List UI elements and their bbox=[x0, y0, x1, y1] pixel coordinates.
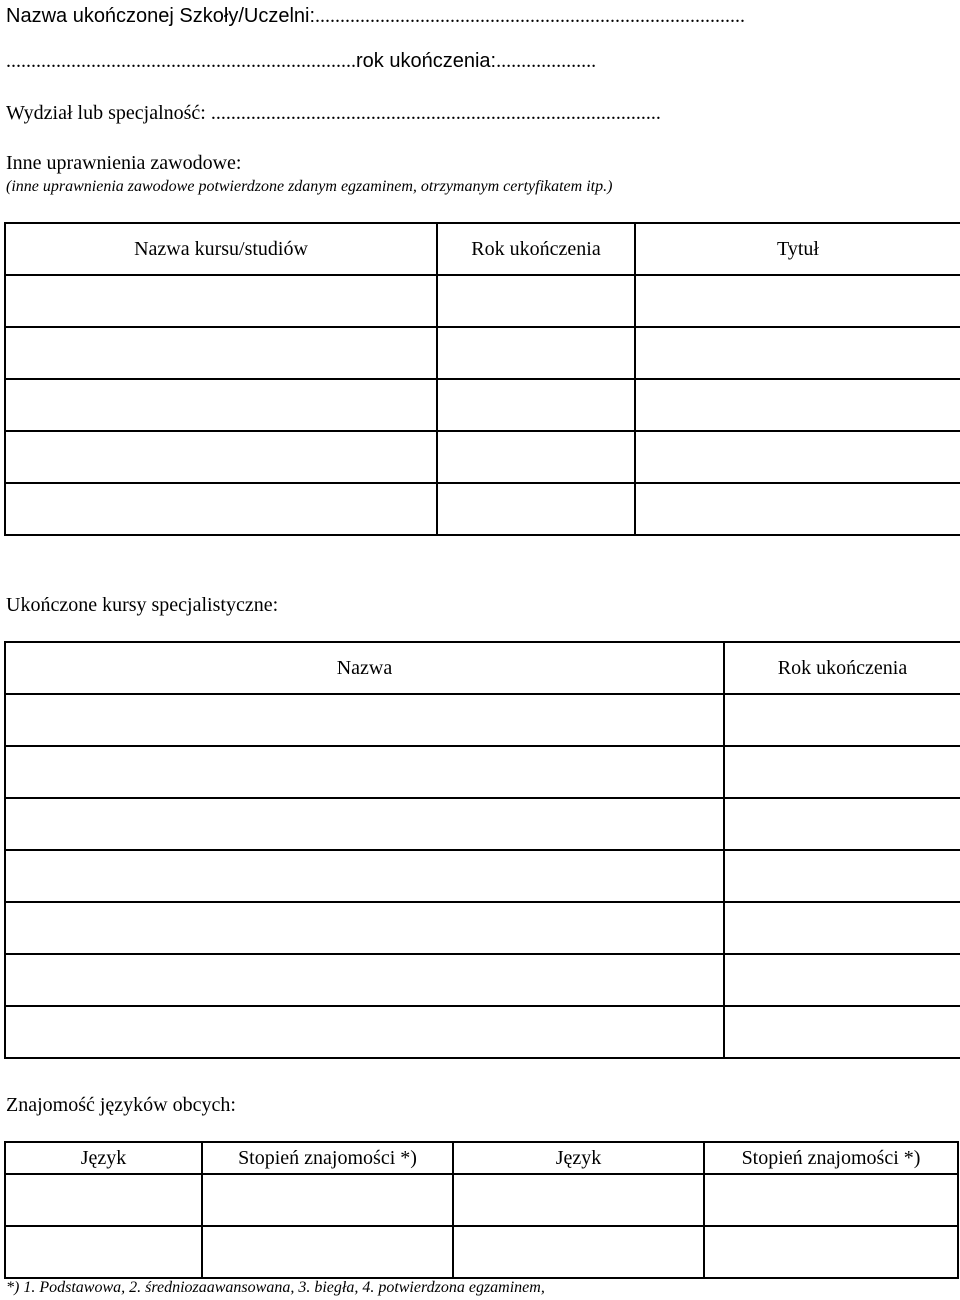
table-cell[interactable] bbox=[437, 379, 635, 431]
footnote: *) 1. Podstawowa, 2. średniozaawansowana, 3. biegła, 4. potwierdzona egzaminem, bbox=[6, 1279, 545, 1296]
table-row bbox=[5, 431, 960, 483]
other-qualifications-note: (inne uprawnienia zawodowe potwierdzone zdanym egzaminem, otrzymanym certyfikatem itp.) bbox=[6, 178, 613, 195]
table-row bbox=[5, 694, 960, 746]
table-cell[interactable] bbox=[437, 431, 635, 483]
column-header-completion-year: Rok ukończenia bbox=[437, 223, 635, 275]
table-row bbox=[5, 1006, 960, 1058]
table-cell[interactable] bbox=[5, 902, 724, 954]
table-cell[interactable] bbox=[724, 746, 960, 798]
faculty-dots: .......................................................................................... bbox=[210, 102, 661, 124]
school-name-line bbox=[6, 4, 745, 28]
column-header-course-name: Nazwa kursu/studiów bbox=[5, 223, 437, 275]
table-cell[interactable] bbox=[5, 746, 724, 798]
table-row bbox=[5, 1174, 958, 1226]
table-cell[interactable] bbox=[5, 954, 724, 1006]
school-line2-dots: ...................................................................... bbox=[6, 50, 356, 72]
table-row bbox=[5, 1226, 958, 1278]
graduation-year-dots: .................... bbox=[496, 50, 597, 72]
table-cell[interactable] bbox=[5, 275, 437, 327]
column-header-title: Tytuł bbox=[635, 223, 960, 275]
table-cell[interactable] bbox=[5, 327, 437, 379]
table-cell[interactable] bbox=[5, 1174, 202, 1226]
graduation-year-label: rok ukończenia: bbox=[356, 50, 497, 72]
graduation-year-line bbox=[6, 49, 596, 73]
school-name-dots: ...................................................................................... bbox=[315, 5, 746, 27]
table-cell[interactable] bbox=[5, 694, 724, 746]
table-header-row bbox=[5, 642, 960, 694]
courses-heading: Ukończone kursy specjalistyczne: bbox=[6, 594, 279, 616]
table-cell[interactable] bbox=[5, 1006, 724, 1058]
faculty-line bbox=[6, 101, 661, 125]
table-cell[interactable] bbox=[724, 694, 960, 746]
table-cell[interactable] bbox=[5, 431, 437, 483]
table-cell[interactable] bbox=[437, 275, 635, 327]
table-cell[interactable] bbox=[202, 1174, 453, 1226]
other-qualifications-heading: Inne uprawnienia zawodowe: bbox=[6, 152, 242, 174]
table-header-row bbox=[5, 223, 960, 275]
table-row bbox=[5, 483, 960, 535]
table-cell[interactable] bbox=[635, 483, 960, 535]
column-header-name: Nazwa bbox=[5, 642, 724, 694]
table-cell[interactable] bbox=[704, 1174, 958, 1226]
column-header-proficiency-2: Stopień znajomości *) bbox=[704, 1142, 958, 1174]
table-cell[interactable] bbox=[5, 850, 724, 902]
table-cell[interactable] bbox=[724, 798, 960, 850]
column-header-proficiency: Stopień znajomości *) bbox=[202, 1142, 453, 1174]
table-cell[interactable] bbox=[635, 275, 960, 327]
table-cell[interactable] bbox=[704, 1226, 958, 1278]
column-header-language-2: Język bbox=[453, 1142, 704, 1174]
table-cell[interactable] bbox=[202, 1226, 453, 1278]
table-cell[interactable] bbox=[437, 483, 635, 535]
table-cell[interactable] bbox=[635, 379, 960, 431]
qualifications-table bbox=[4, 222, 960, 536]
table-row bbox=[5, 902, 960, 954]
table-row bbox=[5, 798, 960, 850]
table-header-row bbox=[5, 1142, 958, 1174]
table-cell[interactable] bbox=[724, 902, 960, 954]
courses-table bbox=[4, 641, 960, 1059]
table-row bbox=[5, 275, 960, 327]
school-name-label: Nazwa ukończonej Szkoły/Uczelni: bbox=[6, 5, 316, 27]
table-cell[interactable] bbox=[635, 431, 960, 483]
table-cell[interactable] bbox=[5, 798, 724, 850]
faculty-label: Wydział lub specjalność: bbox=[6, 102, 211, 124]
languages-heading: Znajomość języków obcych: bbox=[6, 1094, 236, 1116]
table-cell[interactable] bbox=[5, 379, 437, 431]
table-cell[interactable] bbox=[724, 850, 960, 902]
table-cell[interactable] bbox=[453, 1174, 704, 1226]
table-cell[interactable] bbox=[453, 1226, 704, 1278]
table-row bbox=[5, 379, 960, 431]
table-row bbox=[5, 746, 960, 798]
table-cell[interactable] bbox=[5, 1226, 202, 1278]
languages-table bbox=[4, 1141, 959, 1279]
table-cell[interactable] bbox=[724, 1006, 960, 1058]
table-row bbox=[5, 327, 960, 379]
table-cell[interactable] bbox=[437, 327, 635, 379]
table-cell[interactable] bbox=[635, 327, 960, 379]
column-header-language: Język bbox=[5, 1142, 202, 1174]
table-cell[interactable] bbox=[5, 483, 437, 535]
table-row bbox=[5, 850, 960, 902]
table-cell[interactable] bbox=[724, 954, 960, 1006]
table-row bbox=[5, 954, 960, 1006]
column-header-completion-year: Rok ukończenia bbox=[724, 642, 960, 694]
